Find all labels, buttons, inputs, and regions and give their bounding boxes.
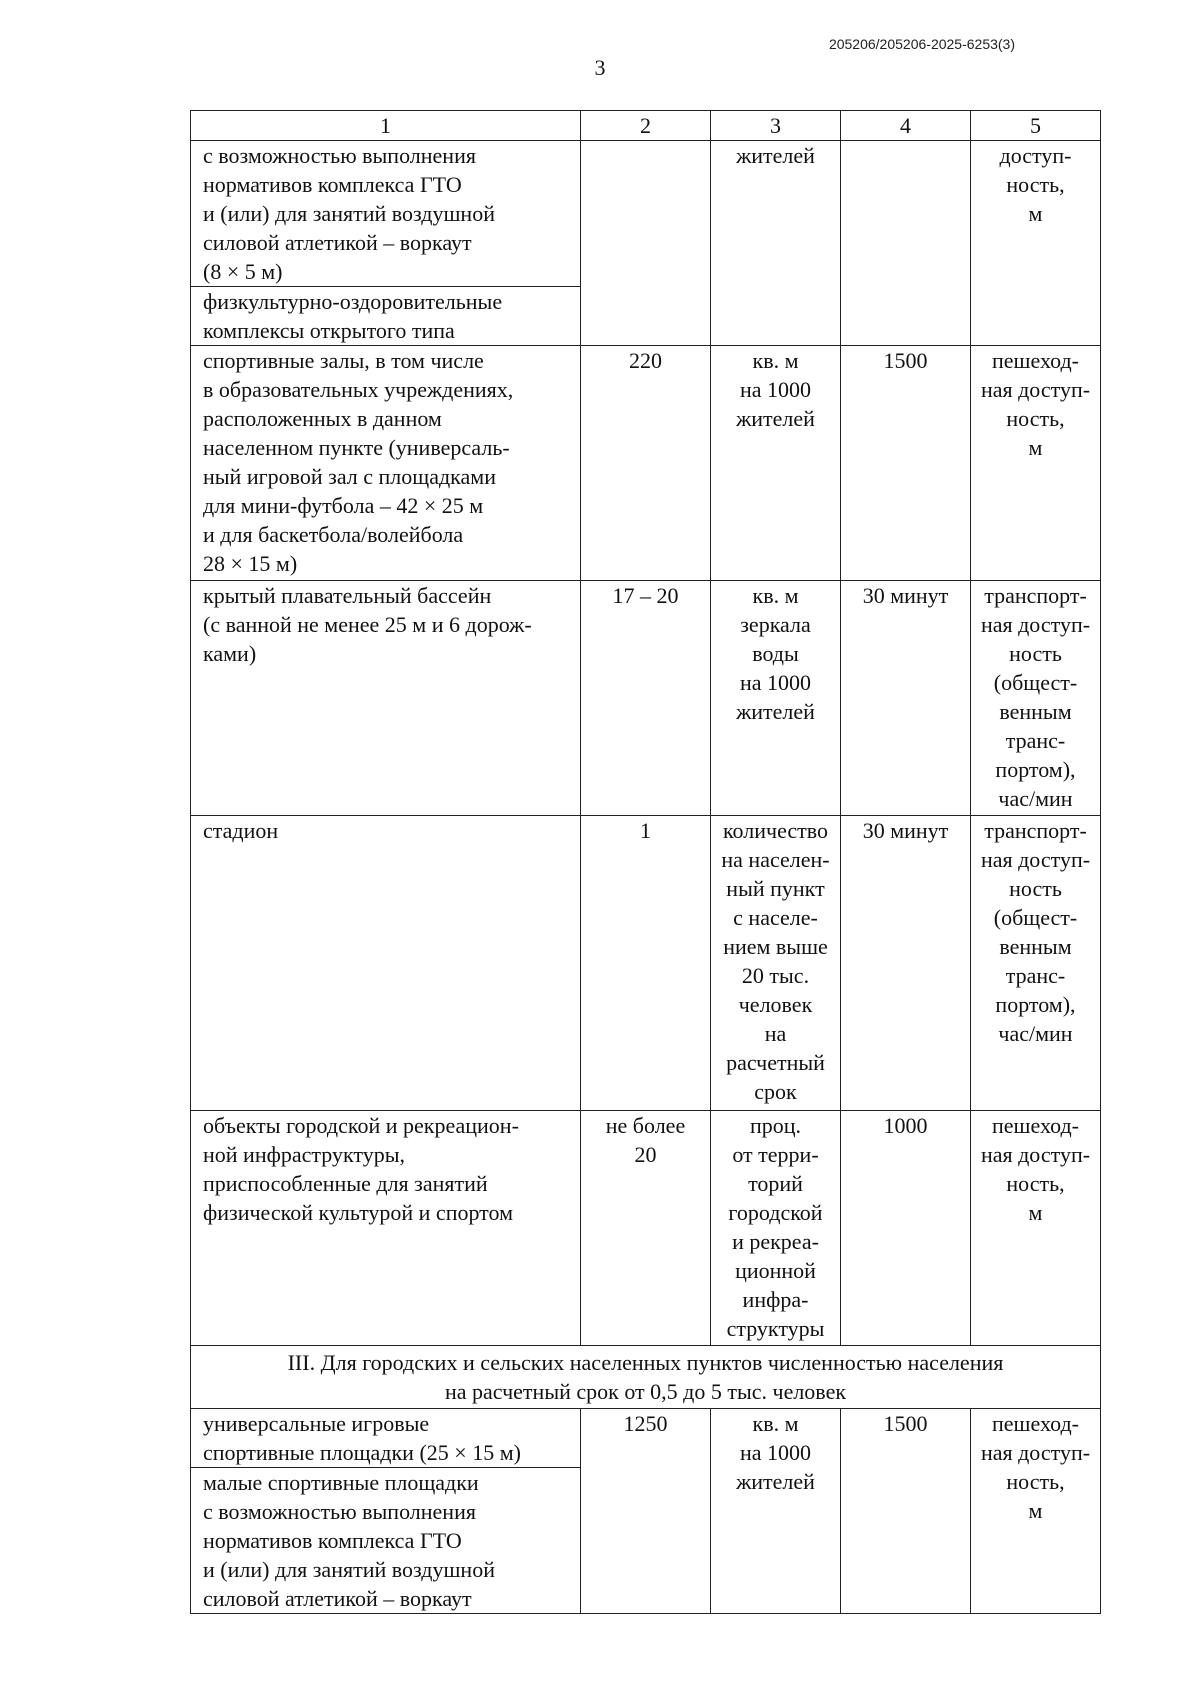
accessibility-unit-cell: пешеход- ная доступ- ность, м: [971, 1111, 1101, 1346]
object-cell: крытый плавательный бассейн (с ванной не менее 25 м и 6 дорож- ками): [191, 581, 581, 816]
unit-cell: кв. м на 1000 жителей: [711, 1409, 841, 1614]
document-number: 205206/205206-2025-6253(3): [828, 36, 1015, 52]
accessibility-unit-cell: пешеход- ная доступ- ность, м: [971, 1409, 1101, 1614]
norm-value-cell: 1250: [581, 1409, 711, 1614]
norm-value-cell: не более 20: [581, 1111, 711, 1346]
object-cell: объекты городской и рекреацион- ной инфраструктуры, приспособленные для занятий физической культурой и спортом: [191, 1111, 581, 1346]
header-col-1: 1: [191, 111, 581, 141]
unit-cell: кв. м на 1000 жителей: [711, 346, 841, 581]
object-cell: с возможностью выполнения нормативов комплекса ГТО и (или) для занятий воздушной силовой атлетикой – воркаут (8 × 5 м): [191, 141, 581, 287]
section-heading-row: [191, 1346, 1101, 1409]
table-row-workout-continued: [191, 141, 1101, 287]
table-row-stadium: [191, 816, 1101, 1111]
accessibility-value-cell: 30 минут: [841, 581, 971, 816]
table-row-swimming-pool: [191, 581, 1101, 816]
unit-cell: жителей: [711, 141, 841, 346]
accessibility-value-cell: 30 минут: [841, 816, 971, 1111]
header-col-2: 2: [581, 111, 711, 141]
accessibility-unit-cell: транспорт- ная доступ- ность (общест- венным транс- портом), час/мин: [971, 816, 1101, 1111]
table-row-sports-halls: [191, 346, 1101, 581]
header-col-4: 4: [841, 111, 971, 141]
norm-value-cell: [581, 141, 711, 346]
unit-cell: кв. м зеркала воды на 1000 жителей: [711, 581, 841, 816]
object-cell: малые спортивные площадки с возможностью выполнения нормативов комплекса ГТО и (или) для занятий воздушной силовой атлетикой – воркаут: [191, 1468, 581, 1614]
accessibility-value-cell: 1500: [841, 1409, 971, 1614]
object-cell: стадион: [191, 816, 581, 1111]
accessibility-value-cell: 1000: [841, 1111, 971, 1346]
page-number: 3: [594, 55, 606, 80]
section-heading: III. Для городских и сельских населенных пунктов численностью населения на расчетный срок от 0,5 до 5 тыс. человек: [191, 1346, 1101, 1409]
norm-value-cell: 220: [581, 346, 711, 581]
norm-value-cell: 1: [581, 816, 711, 1111]
norm-value-cell: 17 – 20: [581, 581, 711, 816]
accessibility-unit-cell: транспорт- ная доступ- ность (общест- венным транс- портом), час/мин: [971, 581, 1101, 816]
accessibility-unit-cell: пешеход- ная доступ- ность, м: [971, 346, 1101, 581]
table-row-recreation-infrastructure: [191, 1111, 1101, 1346]
unit-cell: проц. от терри- торий городской и рекреа- ционной инфра- структуры: [711, 1111, 841, 1346]
accessibility-unit-cell: доступ- ность, м: [971, 141, 1101, 346]
accessibility-value-cell: [841, 141, 971, 346]
object-cell: спортивные залы, в том числе в образовательных учреждениях, расположенных в данном населенном пункте (универсаль- ный игровой зал с площадками для мини-футбола – 42 × 25 м и для баскетбола/волейбола 28 × 15 м): [191, 346, 581, 581]
accessibility-value-cell: 1500: [841, 346, 971, 581]
header-col-5: 5: [971, 111, 1101, 141]
table-row-universal-playgrounds: [191, 1409, 1101, 1468]
header-row: [191, 111, 1101, 141]
norms-table: [190, 110, 1101, 1614]
header-col-3: 3: [711, 111, 841, 141]
object-cell: универсальные игровые спортивные площадки (25 × 15 м): [191, 1409, 581, 1468]
unit-cell: количество на населен- ный пункт с населе- нием выше 20 тыс. человек на расчетный срок: [711, 816, 841, 1111]
object-cell: физкультурно-оздоровительные комплексы открытого типа: [191, 287, 581, 346]
